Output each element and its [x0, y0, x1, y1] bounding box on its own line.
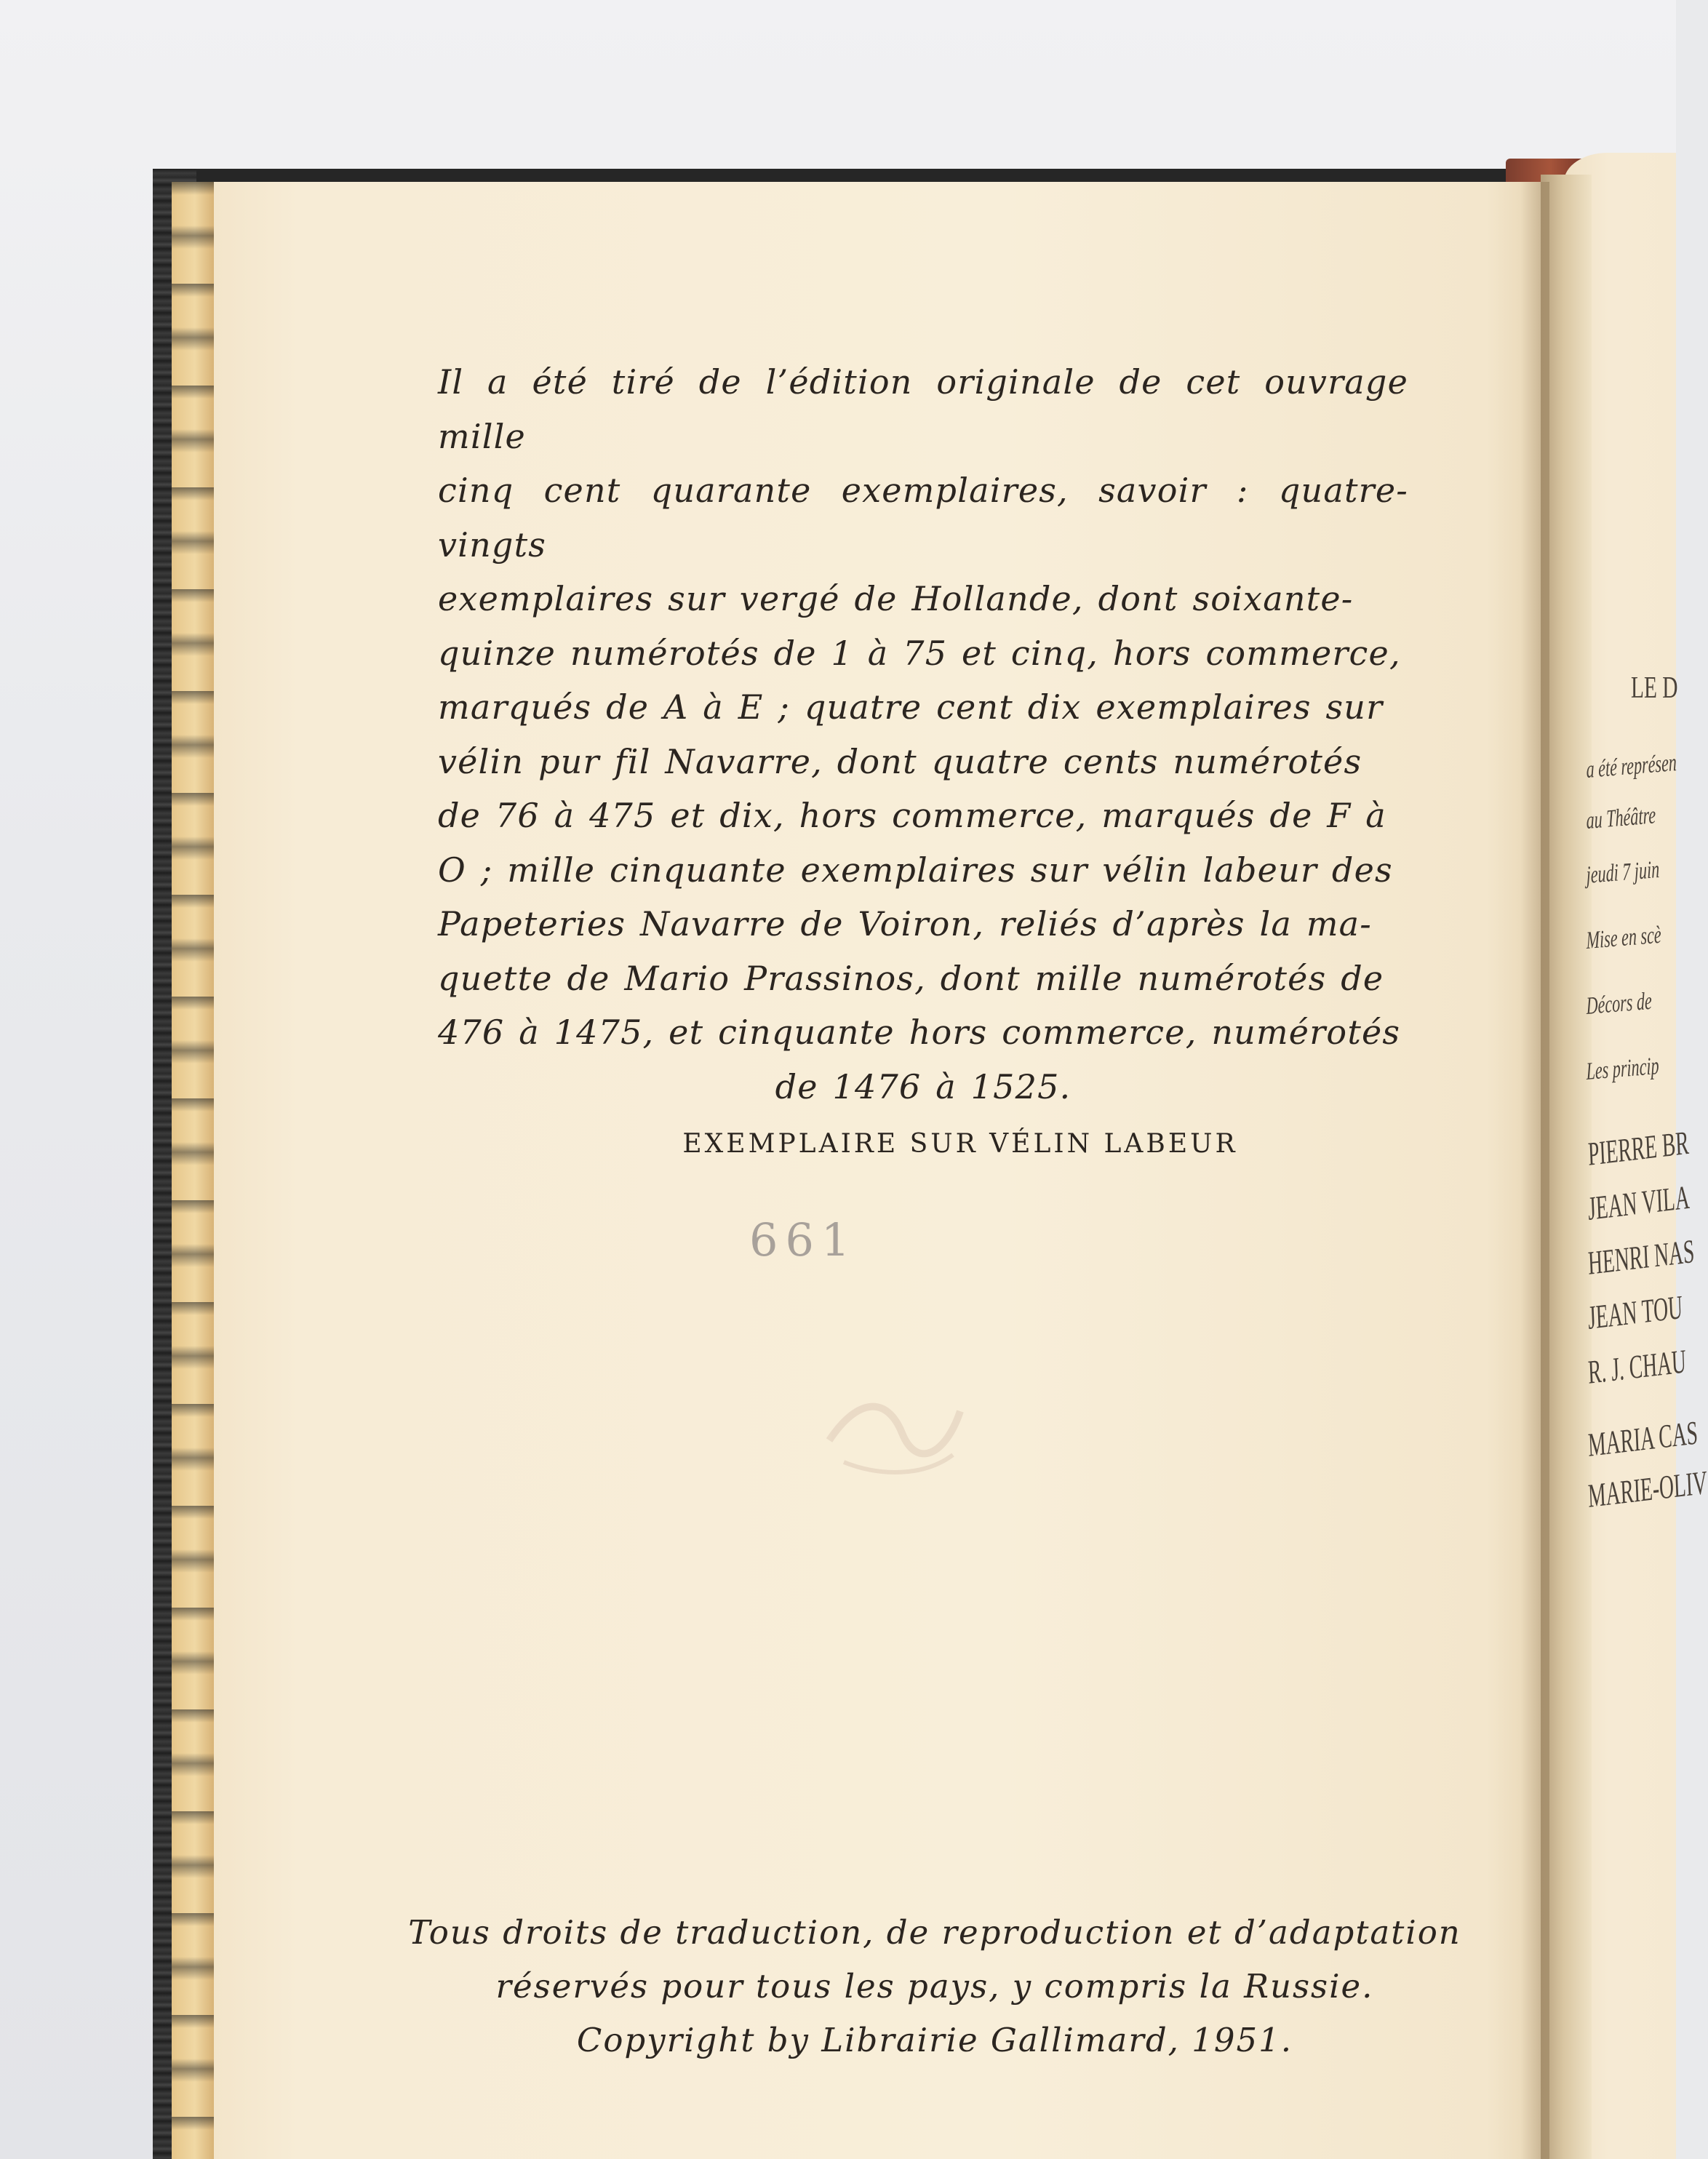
facing-line: Les princip: [1586, 1052, 1660, 1085]
copyright-line: Tous droits de traduction, de reproduction et d’adaptation: [408, 1913, 1461, 1952]
edition-line-last: de 1476 à 1525.: [775, 1066, 1072, 1106]
edition-line: vélin pur fil Navarre, dont quatre cents numérotés: [438, 741, 1362, 781]
show-through-logo: [815, 1368, 975, 1484]
marbled-endpaper: [172, 182, 214, 2159]
edition-line: O ; mille cinquante exemplaires sur vélin labeur des: [438, 850, 1393, 890]
facing-line: a été représen: [1586, 749, 1677, 783]
facing-name: HENRI NAS: [1587, 1232, 1696, 1282]
edition-statement: [438, 355, 1408, 1114]
copyright-line: réservés pour tous les pays, y compris la Russie.: [495, 1967, 1374, 2006]
edition-line: exemplaires sur vergé de Hollande, dont soixante-: [438, 579, 1354, 618]
facing-name: JEAN TOU: [1587, 1288, 1683, 1336]
edition-line: quette de Mario Prassinos, dont mille numérotés de: [438, 958, 1384, 998]
facing-name: JEAN VILA: [1587, 1178, 1691, 1227]
edition-line: 476 à 1475, et cinquante hors commerce, numérotés: [438, 1013, 1401, 1052]
copyright-notice: [407, 1906, 1462, 2067]
facing-line: au Théâtre: [1586, 802, 1656, 834]
facing-page-text: [1586, 655, 1708, 1528]
facing-name: MARIA CAS: [1587, 1413, 1699, 1464]
page-shadow: [1520, 182, 1549, 2159]
edition-line: Il a été tiré de l’édition originale de cet ouvrage mille: [438, 362, 1408, 456]
facing-line: Décors de: [1586, 987, 1653, 1020]
edition-line: cinq cent quarante exemplaires, savoir : quatre-vingts: [438, 471, 1408, 564]
facing-name: R. J. CHAU: [1587, 1342, 1687, 1391]
facing-name: MARIE-OLIV: [1587, 1463, 1708, 1515]
facing-title: LE D: [1631, 671, 1678, 705]
edition-line: marqués de A à E ; quatre cent dix exemplaires sur: [438, 687, 1384, 727]
copyright-line: Copyright by Librairie Gallimard, 1951.: [576, 2021, 1293, 2059]
facing-name: PIERRE BR: [1587, 1123, 1690, 1173]
edition-line: quinze numérotés de 1 à 75 et cinq, hors commerce,: [438, 633, 1401, 673]
copy-type-label: EXEMPLAIRE SUR VÉLIN LABEUR: [682, 1129, 1238, 1159]
edition-line: de 76 à 475 et dix, hors commerce, marqués de F à: [438, 796, 1386, 835]
edition-line: Papeteries Navarre de Voiron, reliés d’après la ma-: [438, 904, 1373, 943]
facing-line: jeudi 7 juin: [1586, 855, 1660, 889]
facing-line: Mise en scè: [1586, 921, 1662, 954]
copy-number-stamp: 661: [749, 1213, 858, 1266]
